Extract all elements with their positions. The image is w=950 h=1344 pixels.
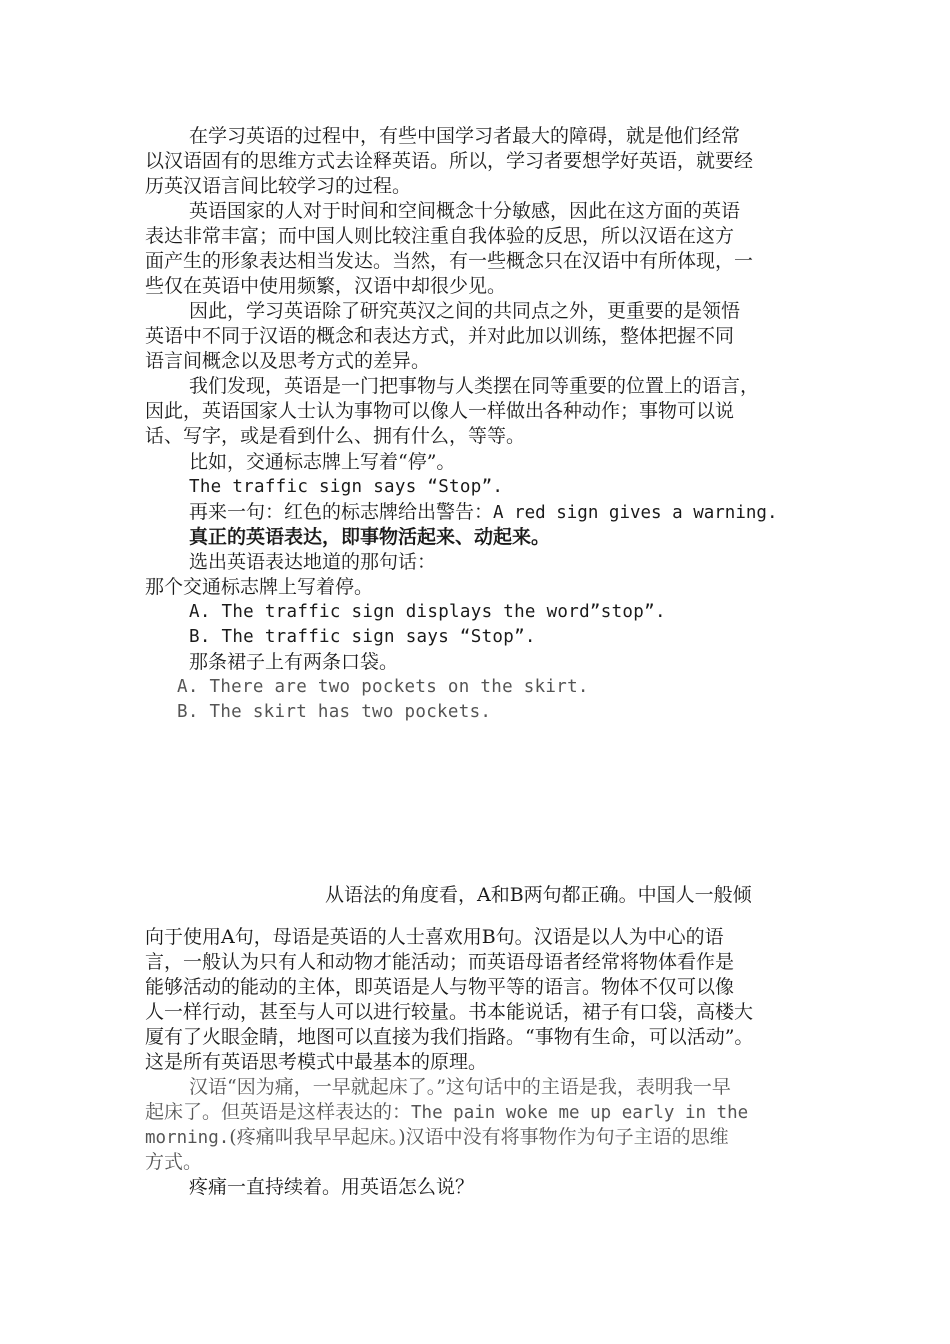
quiz-2-question: 那条裙子上有两条口袋。 [189,651,399,673]
quiz-2-option-a: A. There are two pockets on the skirt. [177,677,589,697]
paragraph-2-line-2: 表达非常丰富；而中国人则比较注重自我体验的反思，所以汉语在这方 [145,225,735,247]
paragraph-6-line-4: 方式。 [145,1151,203,1173]
paragraph-1-line-3: 历英汉语言间比较学习的过程。 [145,175,412,197]
example-1-english: The traffic sign says “Stop”. [189,477,504,497]
paragraph-5-line-5: 人一样行动，甚至与人可以进行较量。书本能说话，裙子有口袋，高楼大 [145,1001,754,1023]
paragraph-5-line-1: 从语法的角度看，A和B两句都正确。中国人一般倾 [325,884,752,906]
paragraph-5-line-6: 厦有了火眼金睛，地图可以直接为我们指路。“事物有生命，可以活动”。 [145,1026,754,1048]
quiz-2-option-b: B. The skirt has two pockets. [177,702,492,722]
paragraph-2-line-4: 些仅在英语中使用频繁，汉语中却很少见。 [145,275,507,297]
example-2-line [189,500,778,526]
paragraph-3-line-3: 语言间概念以及思考方式的差异。 [145,350,431,372]
paragraph-5-line-2: 向于使用A句，母语是英语的人士喜欢用B句。汉语是以人为中心的语 [145,926,724,948]
paragraph-6-line-3-chinese: (疼痛叫我早早起床。)汉语中没有将事物作为句子主语的思维 [229,1126,729,1148]
example-1-chinese: 比如，交通标志牌上写着“停”。 [189,451,456,473]
quiz-1-option-a: A. The traffic sign displays the word”stop”. [189,602,666,622]
paragraph-6-line-2-english: The pain woke me up early in the [411,1103,749,1123]
paragraph-5-line-7: 这是所有英语思考模式中最基本的原理。 [145,1051,488,1073]
paragraph-3-line-2: 英语中不同于汉语的概念和表达方式，并对此加以训练，整体把握不同 [145,325,735,347]
paragraph-6-line-2-chinese: 起床了。但英语是这样表达的： [145,1101,412,1123]
paragraph-6-line-3 [145,1125,729,1151]
final-question: 疼痛一直持续着。用英语怎么说？ [189,1176,475,1198]
paragraph-2-line-3: 面产生的形象表达相当发达。当然，有一些概念只在汉语中有所体现，一 [145,250,754,272]
emphasis-statement: 真正的英语表达，即事物活起来、动起来。 [189,526,551,548]
paragraph-6-line-3-english: morning. [145,1128,230,1148]
quiz-prompt: 选出英语表达地道的那句话： [189,551,437,573]
paragraph-4-line-1: 我们发现，英语是一门把事物与人类摆在同等重要的位置上的语言， [189,375,760,397]
paragraph-4-line-3: 话、写字，或是看到什么、拥有什么，等等。 [145,425,526,447]
paragraph-1-line-1: 在学习英语的过程中，有些中国学习者最大的障碍，就是他们经常 [189,125,741,147]
paragraph-3-line-1: 因此，学习英语除了研究英汉之间的共同点之外，更重要的是领悟 [189,300,741,322]
quiz-1-option-b: B. The traffic sign says “Stop”. [189,627,536,647]
paragraph-5-line-3: 言，一般认为只有人和动物才能活动；而英语母语者经常将物体看作是 [145,951,735,973]
example-2-chinese: 再来一句：红色的标志牌给出警告： [189,501,494,523]
quiz-1-question: 那个交通标志牌上写着停。 [145,576,374,598]
example-2-english: A red sign gives a warning. [493,503,778,523]
paragraph-6-line-2 [145,1100,748,1126]
paragraph-1-line-2: 以汉语固有的思维方式去诠释英语。所以，学习者要想学好英语，就要经 [145,150,754,172]
paragraph-4-line-2: 因此，英语国家人士认为事物可以像人一样做出各种动作；事物可以说 [145,400,735,422]
paragraph-5-line-4: 能够活动的能动的主体，即英语是人与物平等的语言。物体不仅可以像 [145,976,735,998]
paragraph-2-line-1: 英语国家的人对于时间和空间概念十分敏感，因此在这方面的英语 [189,200,741,222]
paragraph-6-line-1: 汉语“因为痛，一早就起床了。”这句话中的主语是我，表明我一早 [189,1076,731,1098]
